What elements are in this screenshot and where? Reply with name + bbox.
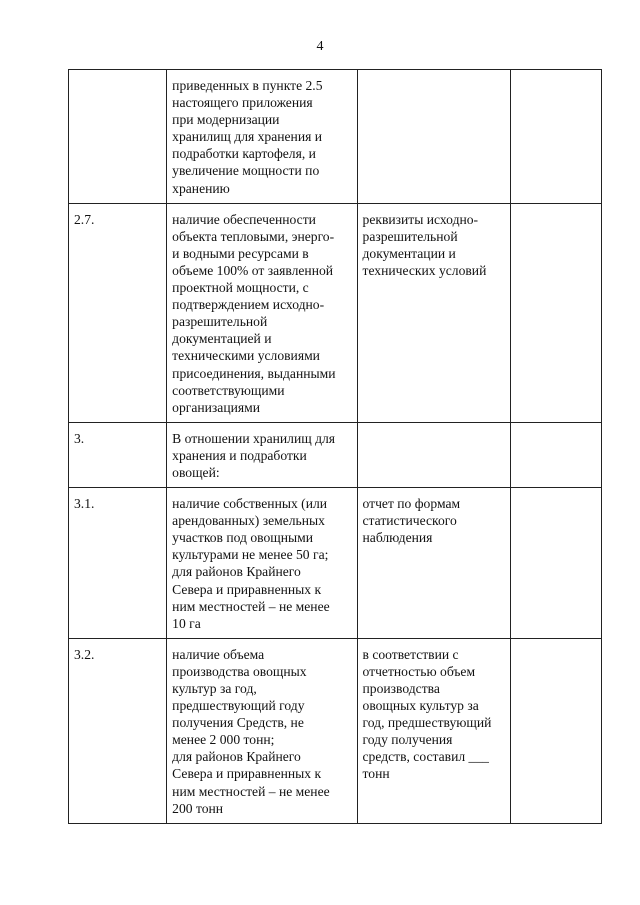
table-row bbox=[69, 488, 602, 639]
cell-value bbox=[510, 203, 601, 422]
cell-criterion: наличие объема производства овощных культур за год, предшествующий году получения Средств, не менее 2 000 тонн; для районов Крайнего Севера и приравненных к ним местностей – не менее 200 тонн bbox=[167, 638, 357, 823]
cell-number: 3.2. bbox=[69, 638, 167, 823]
cell-criterion: наличие собственных (или арендованных) земельных участков под овощными культурами не менее 50 га; для районов Крайнего Севера и приравненных к ним местностей – не менее 10 га bbox=[167, 488, 357, 639]
cell-number bbox=[69, 70, 167, 204]
cell-criterion: приведенных в пункте 2.5 настоящего приложения при модернизации хранилищ для хранения и подработки картофеля, и увеличение мощности по хранению bbox=[167, 70, 357, 204]
cell-value bbox=[510, 638, 601, 823]
cell-document: отчет по формам статистического наблюдения bbox=[357, 488, 510, 639]
cell-criterion: наличие обеспеченности объекта тепловыми, энерго- и водными ресурсами в объеме 100% от заявленной проектной мощности, с подтверждением исходно- разрешительной документацией и техническими условиями присоединения, выданными соответствующими организациями bbox=[167, 203, 357, 422]
cell-criterion: В отношении хранилищ для хранения и подработки овощей: bbox=[167, 422, 357, 487]
cell-document: реквизиты исходно- разрешительной документации и технических условий bbox=[357, 203, 510, 422]
cell-number: 2.7. bbox=[69, 203, 167, 422]
cell-number: 3. bbox=[69, 422, 167, 487]
table-row bbox=[69, 70, 602, 204]
cell-value bbox=[510, 70, 601, 204]
criteria-table bbox=[68, 69, 602, 824]
cell-value bbox=[510, 422, 601, 487]
cell-number: 3.1. bbox=[69, 488, 167, 639]
cell-document: в соответствии с отчетностью объем производства овощных культур за год, предшествующий году получения средств, составил ___ тонн bbox=[357, 638, 510, 823]
cell-value bbox=[510, 488, 601, 639]
table-row bbox=[69, 422, 602, 487]
page-number: 4 bbox=[316, 39, 324, 54]
cell-document bbox=[357, 70, 510, 204]
table-row bbox=[69, 638, 602, 823]
cell-document bbox=[357, 422, 510, 487]
table-row bbox=[69, 203, 602, 422]
